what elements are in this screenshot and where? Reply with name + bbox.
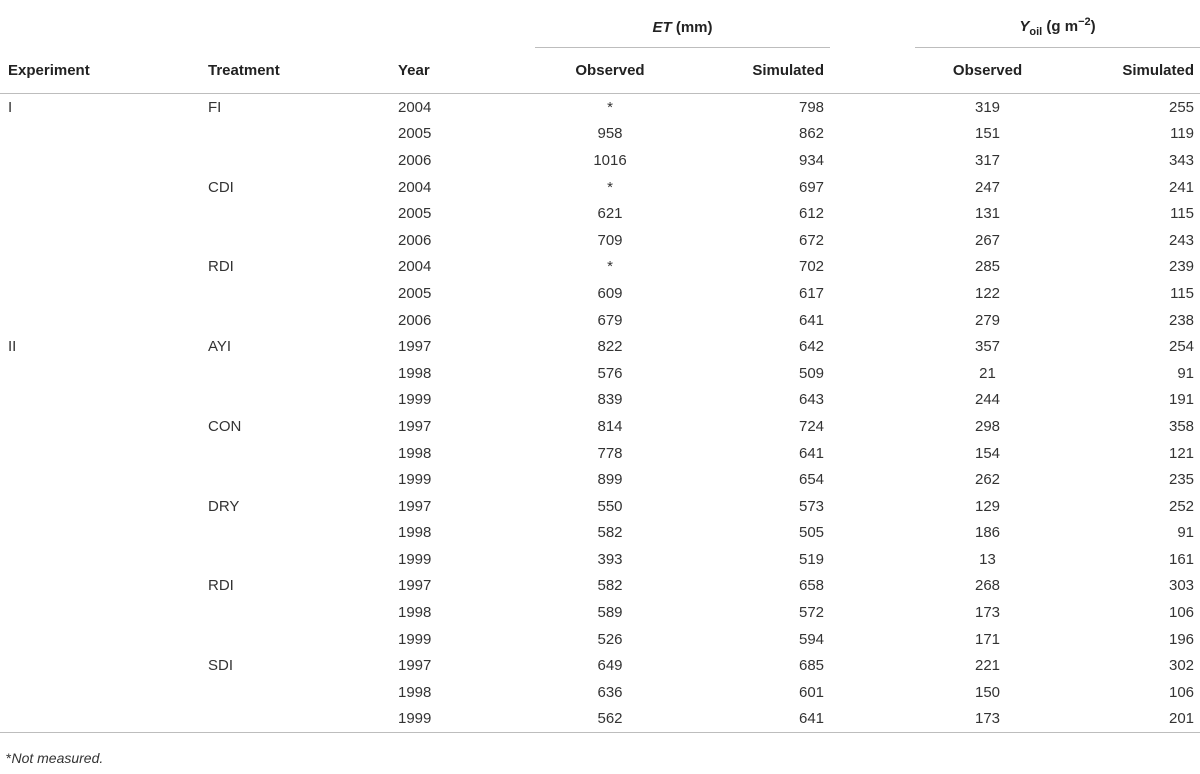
col-header-experiment: Experiment [0, 48, 200, 94]
cell-y-observed: 173 [975, 604, 1001, 622]
cell-treatment [200, 307, 390, 334]
cell-y-simulated: 243 [1168, 231, 1195, 249]
table-row [0, 706, 1200, 733]
cell-gap [830, 360, 915, 387]
cell-gap [830, 520, 915, 547]
cell-year: 1998 [398, 444, 432, 462]
cell-y-simulated: 119 [1170, 125, 1195, 143]
cell-et-observed: 526 [597, 630, 623, 648]
cell-y-observed: 122 [975, 284, 1001, 302]
cell-y-observed: 279 [975, 311, 1001, 329]
cell-year: 1999 [398, 391, 432, 409]
cell-gap [830, 280, 915, 307]
table-row [0, 626, 1200, 653]
cell-et-simulated: 572 [798, 604, 825, 622]
cell-y-observed: 319 [975, 98, 1001, 116]
cell-et-observed: 393 [597, 550, 623, 568]
cell-y-simulated: 91 [1177, 364, 1195, 382]
table-row [0, 652, 1200, 679]
cell-y-simulated: 303 [1168, 577, 1195, 595]
cell-gap [830, 227, 915, 254]
yield-group-units-sup: −2 [1078, 16, 1091, 28]
cell-experiment [0, 546, 200, 573]
cell-et-observed: 582 [597, 524, 623, 542]
cell-y-simulated: 91 [1177, 524, 1195, 542]
cell-et-observed: 609 [597, 284, 623, 302]
group-blank [0, 6, 200, 48]
cell-year: 2005 [398, 284, 432, 302]
cell-experiment [0, 121, 200, 148]
cell-et-simulated: 685 [798, 657, 825, 675]
group-header-row [0, 6, 1200, 48]
cell-y-observed: 244 [975, 391, 1001, 409]
cell-year: 2005 [398, 125, 432, 143]
cell-gap [830, 652, 915, 679]
cell-gap [830, 147, 915, 174]
cell-gap [830, 387, 915, 414]
cell-experiment [0, 599, 200, 626]
cell-treatment: CDI [208, 178, 234, 196]
cell-et-simulated: 702 [798, 258, 825, 276]
cell-y-observed: 247 [975, 178, 1001, 196]
yield-group-units-end: ) [1090, 18, 1096, 35]
cell-et-observed: 649 [597, 657, 623, 675]
et-group-units: (mm) [671, 18, 713, 36]
cell-y-simulated: 201 [1060, 706, 1200, 733]
et-yield-table [0, 6, 1200, 733]
cell-gap [830, 706, 915, 733]
yield-group-units-start: (g m [1042, 18, 1079, 35]
cell-experiment [0, 307, 200, 334]
cell-year: 1998 [398, 683, 432, 701]
cell-treatment [200, 440, 390, 467]
cell-y-observed: 173 [915, 706, 1060, 733]
cell-y-observed: 21 [979, 364, 996, 382]
cell-gap [830, 493, 915, 520]
cell-y-observed: 154 [975, 444, 1001, 462]
cell-experiment [0, 254, 200, 281]
cell-gap [830, 333, 915, 360]
table-row [0, 147, 1200, 174]
cell-year: 2006 [398, 151, 432, 169]
table-row [0, 573, 1200, 600]
cell-y-observed: 131 [975, 205, 1001, 223]
cell-y-observed: 262 [975, 471, 1001, 489]
et-group-header [535, 6, 830, 48]
cell-year: 1998 [398, 364, 432, 382]
table-row [0, 546, 1200, 573]
cell-et-simulated: 601 [798, 683, 825, 701]
cell-treatment [200, 546, 390, 573]
cell-experiment [0, 280, 200, 307]
yield-group-rule [915, 47, 1200, 48]
cell-gap [830, 440, 915, 467]
yield-group-symbol: Y [1019, 18, 1030, 35]
cell-experiment [0, 440, 200, 467]
cell-et-observed: 1016 [593, 151, 627, 169]
footnote-text: Not measured. [11, 750, 104, 766]
cell-year: 1999 [398, 550, 432, 568]
col-header-year: Year [390, 48, 535, 94]
table-row [0, 440, 1200, 467]
cell-et-observed: * [607, 258, 613, 276]
cell-treatment [200, 466, 390, 493]
cell-treatment: DRY [208, 497, 240, 515]
table-row [0, 200, 1200, 227]
cell-year: 2004 [398, 98, 432, 116]
cell-year: 2005 [398, 205, 432, 223]
cell-treatment [200, 706, 390, 733]
cell-treatment [200, 147, 390, 174]
cell-gap [830, 599, 915, 626]
cell-et-simulated: 641 [798, 311, 825, 329]
cell-experiment [0, 652, 200, 679]
table-row [0, 387, 1200, 414]
cell-treatment [200, 360, 390, 387]
table-row [0, 493, 1200, 520]
table-body [0, 94, 1200, 733]
cell-experiment [0, 413, 200, 440]
cell-gap [830, 466, 915, 493]
cell-y-observed: 129 [975, 497, 1001, 515]
table-row [0, 307, 1200, 334]
cell-et-simulated: 697 [798, 178, 825, 196]
cell-et-observed: 679 [597, 311, 623, 329]
cell-treatment [200, 679, 390, 706]
cell-et-simulated: 654 [798, 471, 825, 489]
cell-y-simulated: 191 [1168, 391, 1195, 409]
cell-experiment [0, 360, 200, 387]
cell-y-observed: 268 [975, 577, 1001, 595]
table-row [0, 121, 1200, 148]
cell-y-simulated: 358 [1168, 417, 1195, 435]
cell-y-observed: 13 [979, 550, 996, 568]
col-header-treatment: Treatment [200, 48, 390, 94]
cell-et-simulated: 672 [798, 231, 825, 249]
et-group-rule [535, 47, 830, 48]
cell-experiment: I [8, 98, 13, 116]
cell-treatment [200, 520, 390, 547]
table-row [0, 280, 1200, 307]
column-header-row [0, 48, 1200, 94]
cell-et-observed: 822 [597, 338, 623, 356]
cell-year: 1999 [398, 471, 432, 489]
footnote-symbol: * [6, 750, 12, 766]
cell-experiment [0, 200, 200, 227]
cell-treatment: FI [208, 98, 222, 116]
cell-gap [830, 679, 915, 706]
cell-y-simulated: 115 [1170, 284, 1195, 302]
cell-y-observed: 171 [975, 630, 1001, 648]
cell-y-simulated: 239 [1168, 258, 1195, 276]
cell-experiment [0, 706, 200, 733]
col-header-et-simulated: Simulated [685, 48, 830, 94]
cell-et-observed: 778 [597, 444, 623, 462]
cell-et-simulated: 862 [798, 125, 825, 143]
cell-treatment [200, 227, 390, 254]
cell-y-simulated: 252 [1168, 497, 1195, 515]
cell-et-simulated: 505 [798, 524, 825, 542]
cell-treatment [200, 121, 390, 148]
cell-treatment [200, 387, 390, 414]
cell-treatment: AYI [208, 338, 232, 356]
cell-experiment [0, 679, 200, 706]
cell-et-observed: 621 [597, 205, 623, 223]
cell-experiment [0, 147, 200, 174]
cell-et-observed: 550 [597, 497, 623, 515]
cell-et-simulated: 617 [798, 284, 825, 302]
cell-et-simulated: 594 [798, 630, 825, 648]
cell-y-simulated: 238 [1168, 311, 1195, 329]
cell-y-observed: 267 [975, 231, 1001, 249]
cell-year: 1999 [390, 706, 535, 733]
cell-gap [830, 546, 915, 573]
cell-y-simulated: 161 [1168, 550, 1195, 568]
cell-gap [830, 254, 915, 281]
cell-et-simulated: 509 [798, 364, 825, 382]
cell-gap [830, 94, 915, 121]
table-row [0, 679, 1200, 706]
cell-et-simulated: 724 [798, 417, 825, 435]
cell-et-simulated: 519 [798, 550, 825, 568]
cell-y-observed: 317 [975, 151, 1001, 169]
cell-et-observed: 576 [597, 364, 623, 382]
cell-treatment: RDI [208, 577, 234, 595]
cell-et-simulated: 641 [685, 706, 830, 733]
group-blank [390, 6, 535, 48]
cell-treatment: RDI [208, 258, 234, 276]
cell-y-observed: 186 [975, 524, 1001, 542]
cell-et-simulated: 643 [798, 391, 825, 409]
cell-year: 2006 [398, 231, 432, 249]
cell-y-simulated: 254 [1168, 338, 1195, 356]
cell-year: 1997 [398, 577, 432, 595]
cell-et-simulated: 798 [798, 98, 825, 116]
cell-et-observed: 814 [597, 417, 623, 435]
table-row [0, 254, 1200, 281]
cell-year: 1997 [398, 338, 432, 356]
cell-et-observed: 636 [597, 683, 623, 701]
table-row [0, 413, 1200, 440]
cell-experiment [0, 227, 200, 254]
cell-et-simulated: 934 [798, 151, 825, 169]
cell-year: 1998 [398, 604, 432, 622]
cell-treatment [200, 200, 390, 227]
cell-y-observed: 221 [975, 657, 1001, 675]
table-row [0, 466, 1200, 493]
cell-experiment [0, 493, 200, 520]
cell-y-simulated: 302 [1168, 657, 1195, 675]
cell-year: 1997 [398, 657, 432, 675]
cell-year: 2004 [398, 178, 432, 196]
cell-et-simulated: 641 [798, 444, 825, 462]
cell-year: 1999 [398, 630, 432, 648]
table-row [0, 174, 1200, 201]
cell-y-simulated: 121 [1168, 444, 1195, 462]
cell-et-simulated: 658 [798, 577, 825, 595]
cell-gap [830, 200, 915, 227]
cell-year: 1998 [398, 524, 432, 542]
cell-et-observed: 582 [597, 577, 623, 595]
cell-y-simulated: 255 [1168, 98, 1195, 116]
cell-et-observed: 589 [597, 604, 623, 622]
cell-y-simulated: 235 [1168, 471, 1195, 489]
cell-et-simulated: 612 [798, 205, 825, 223]
table-row [0, 227, 1200, 254]
yield-group-subscript: oil [1029, 26, 1043, 38]
cell-y-observed: 298 [975, 417, 1001, 435]
cell-y-observed: 285 [975, 258, 1001, 276]
table-row [0, 520, 1200, 547]
cell-treatment: SDI [208, 657, 234, 675]
cell-gap [830, 626, 915, 653]
col-header-y-observed: Observed [915, 48, 1060, 94]
cell-y-observed: 150 [975, 683, 1001, 701]
cell-year: 2006 [398, 311, 432, 329]
cell-year: 2004 [398, 258, 432, 276]
cell-y-simulated: 241 [1168, 178, 1195, 196]
cell-experiment [0, 387, 200, 414]
cell-et-simulated: 642 [798, 338, 825, 356]
cell-gap [830, 174, 915, 201]
cell-et-observed: 899 [597, 471, 623, 489]
cell-experiment [0, 174, 200, 201]
col-header-gap [830, 48, 915, 94]
cell-y-observed: 151 [975, 125, 1001, 143]
cell-et-observed: 958 [597, 125, 623, 143]
cell-et-observed: * [607, 98, 613, 116]
cell-experiment [0, 466, 200, 493]
table-footnote [6, 750, 103, 766]
cell-treatment [200, 599, 390, 626]
table-row [0, 599, 1200, 626]
cell-year: 1997 [398, 497, 432, 515]
et-group-symbol: ET [652, 18, 672, 36]
cell-y-simulated: 196 [1168, 630, 1195, 648]
cell-experiment [0, 626, 200, 653]
cell-treatment: CON [208, 417, 242, 435]
group-gap [830, 6, 915, 48]
cell-et-observed: 562 [535, 706, 685, 733]
cell-et-observed: * [607, 178, 613, 196]
table-row [0, 94, 1200, 121]
cell-gap [830, 121, 915, 148]
cell-gap [830, 573, 915, 600]
group-blank [200, 6, 390, 48]
cell-y-simulated: 106 [1168, 683, 1195, 701]
col-header-y-simulated: Simulated [1060, 48, 1200, 94]
cell-y-simulated: 343 [1168, 151, 1195, 169]
col-header-et-observed: Observed [535, 48, 685, 94]
cell-experiment [0, 573, 200, 600]
table-row [0, 360, 1200, 387]
cell-y-simulated: 115 [1170, 205, 1195, 223]
cell-treatment [200, 626, 390, 653]
cell-experiment: II [8, 338, 17, 356]
cell-et-simulated: 573 [798, 497, 825, 515]
cell-et-observed: 709 [597, 231, 623, 249]
cell-treatment [200, 280, 390, 307]
cell-y-observed: 357 [975, 338, 1001, 356]
cell-year: 1997 [398, 417, 432, 435]
cell-y-simulated: 106 [1168, 604, 1195, 622]
cell-gap [830, 307, 915, 334]
cell-gap [830, 413, 915, 440]
table-row [0, 333, 1200, 360]
cell-experiment [0, 520, 200, 547]
cell-et-observed: 839 [597, 391, 623, 409]
data-table-container [0, 6, 1200, 733]
yield-group-header [915, 6, 1200, 48]
